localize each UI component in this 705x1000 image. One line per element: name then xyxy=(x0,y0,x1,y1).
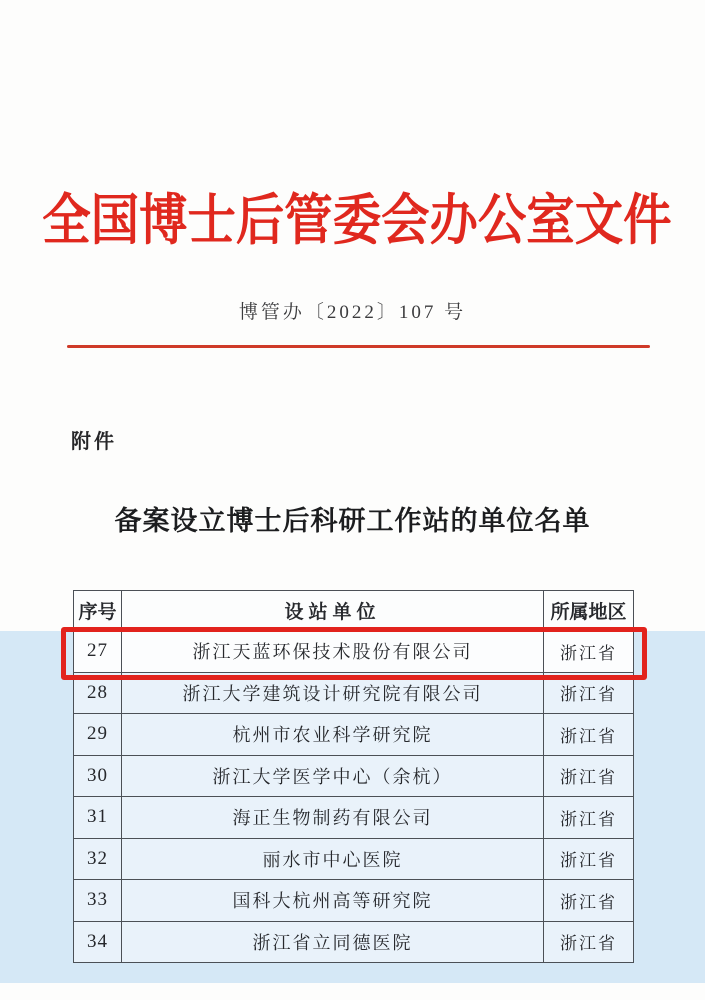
row-index: 29 xyxy=(74,714,122,756)
table-row-30 xyxy=(74,755,634,797)
row-unit-name: 杭州市农业科学研究院 xyxy=(122,714,544,756)
col-header-region: 所属地区 xyxy=(544,591,634,631)
table-row-33 xyxy=(74,880,634,922)
row-region: 浙江省 xyxy=(544,880,634,922)
row-region: 浙江省 xyxy=(544,714,634,756)
row-region: 浙江省 xyxy=(544,838,634,880)
row-index: 27 xyxy=(74,631,122,673)
table-row-27-highlighted xyxy=(74,631,634,673)
row-unit-name: 浙江大学医学中心（余杭） xyxy=(122,755,544,797)
attachment-label: 附件 xyxy=(71,431,117,453)
row-index: 32 xyxy=(74,838,122,880)
row-region: 浙江省 xyxy=(544,672,634,714)
row-index: 30 xyxy=(74,755,122,797)
table-row-29 xyxy=(74,714,634,756)
table-row-34 xyxy=(74,921,634,963)
table-header-row xyxy=(74,591,634,631)
col-header-unit: 设站单位 xyxy=(122,591,544,631)
row-region: 浙江省 xyxy=(544,921,634,963)
row-index: 28 xyxy=(74,672,122,714)
row-index: 33 xyxy=(74,880,122,922)
row-unit-name: 海正生物制药有限公司 xyxy=(122,797,544,839)
table-row-28 xyxy=(74,672,634,714)
row-region: 浙江省 xyxy=(544,631,634,673)
document-number: 博管办〔2022〕107 号 xyxy=(238,302,467,323)
table-row-32 xyxy=(74,838,634,880)
row-index: 34 xyxy=(74,921,122,963)
row-unit-name: 丽水市中心医院 xyxy=(122,838,544,880)
row-region: 浙江省 xyxy=(544,755,634,797)
row-unit-name: 国科大杭州高等研究院 xyxy=(122,880,544,922)
row-index: 31 xyxy=(74,797,122,839)
red-divider-line xyxy=(67,345,650,348)
table-row-31 xyxy=(74,797,634,839)
row-unit-name: 浙江大学建筑设计研究院有限公司 xyxy=(122,672,544,714)
letterhead-title: 全国博士后管委会办公室文件 xyxy=(42,190,672,251)
list-title: 备案设立博士后科研工作站的单位名单 xyxy=(114,506,591,536)
row-unit-name: 浙江省立同德医院 xyxy=(122,921,544,963)
row-region: 浙江省 xyxy=(544,797,634,839)
station-units-table xyxy=(73,590,634,963)
row-unit-name: 浙江天蓝环保技术股份有限公司 xyxy=(122,631,544,673)
col-header-index: 序号 xyxy=(74,591,122,631)
